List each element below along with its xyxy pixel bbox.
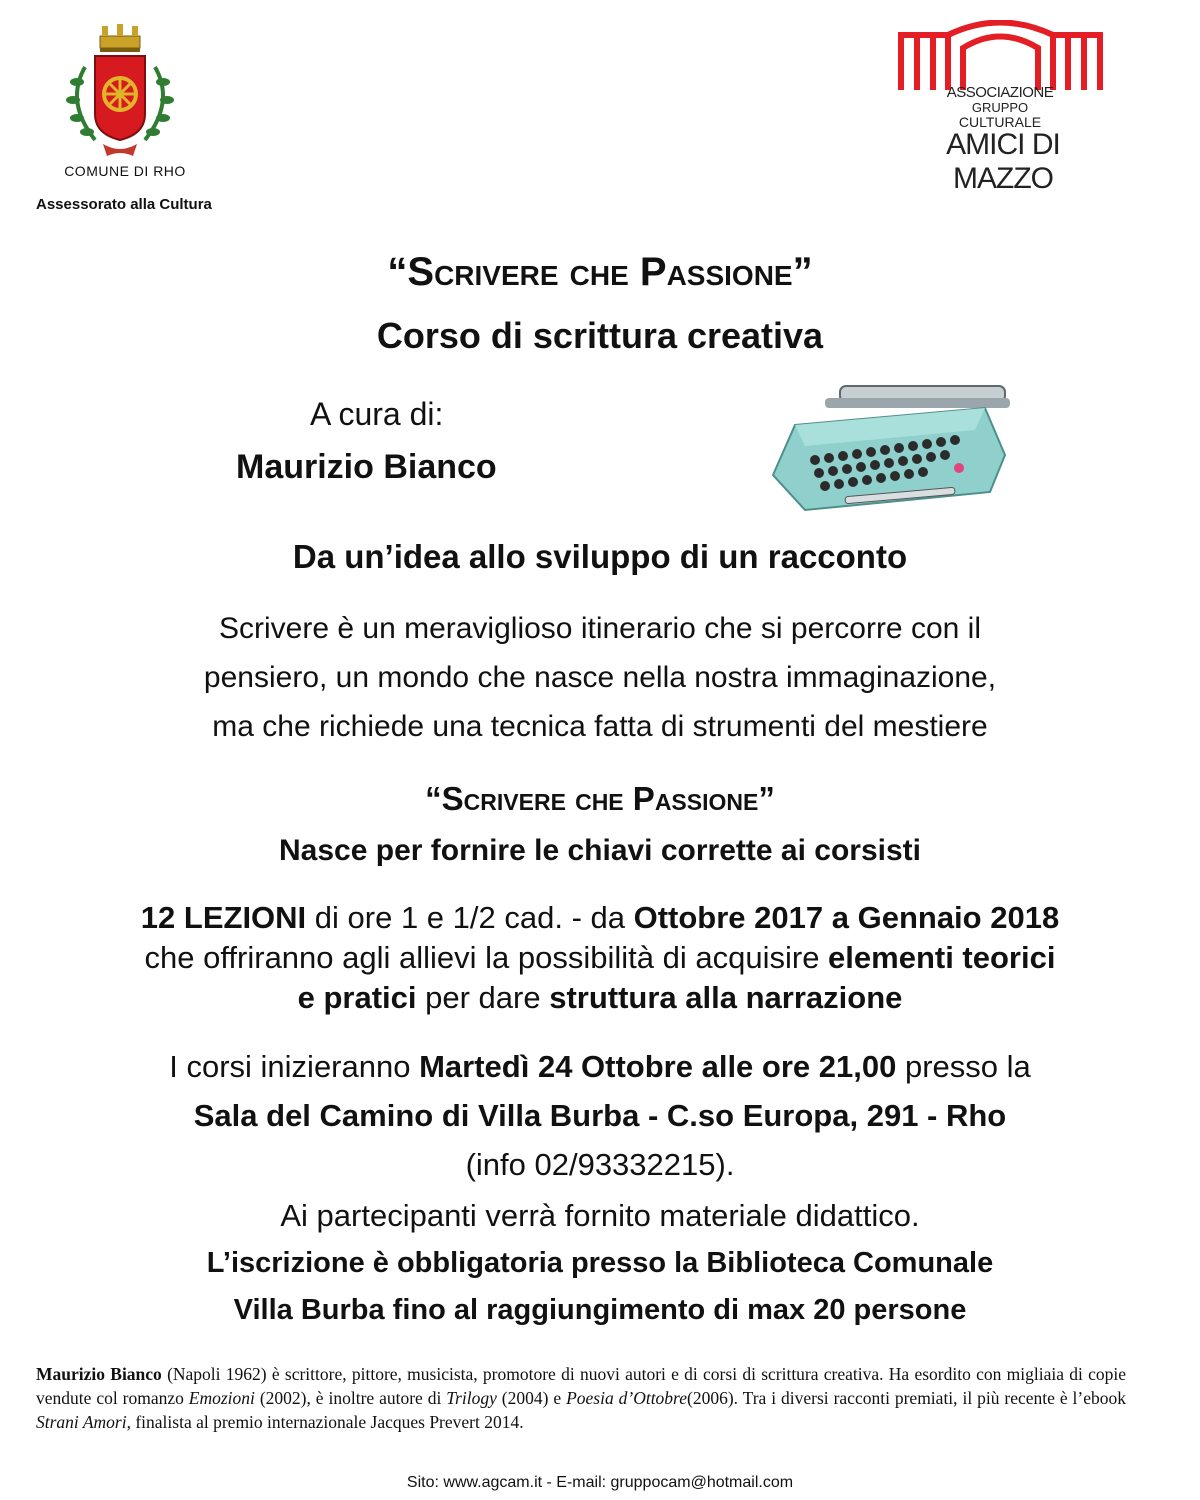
bio-name: Maurizio Bianco (36, 1364, 162, 1384)
intro-line: Scrivere è un meraviglioso itinerario che si percorre con il (219, 612, 981, 645)
bio-title: Trilogy (446, 1388, 497, 1408)
lessons-line (0, 940, 1200, 976)
materials-note: Ai partecipanti verrà fornito materiale didattico. (280, 1198, 920, 1233)
lessons-period: Ottobre 2017 a Gennaio 2018 (633, 900, 1060, 935)
lessons-line (0, 900, 1200, 936)
assessorato-label: Assessorato alla Cultura (36, 196, 212, 213)
start-text: I corsi inizieranno (169, 1049, 420, 1084)
author-name: Maurizio Bianco (236, 448, 497, 486)
course-purpose: Nasce per fornire le chiavi corrette ai corsisti (279, 834, 921, 867)
bio-text: (Napoli 1962) è scrittore, pittore, musicista, promotore di nuovi autori e di corsi di scrittura creativa. Ha esordito con migliaia di copie vendute col romanzo (36, 1364, 1126, 1408)
registration-note: L’iscrizione è obbligatoria presso la Biblioteca Comunale (206, 1247, 994, 1279)
bio-text: , finalista al premio internazionale Jacques Prevert 2014. (126, 1412, 524, 1432)
footer-contacts: Sito: www.agcam.it - E-mail: gruppocam@hotmail.com (406, 1474, 794, 1491)
lessons-highlight: e pratici (297, 980, 417, 1015)
course-title-repeat: “Scrivere che Passione” (425, 780, 775, 817)
start-date-line (0, 1049, 1200, 1085)
logo-text-amici-di-mazzo: AMICI DI MAZZO (946, 128, 1060, 195)
lessons-text: per dare (416, 980, 550, 1015)
start-text: presso la (896, 1049, 1031, 1084)
bio-text: (2002), è inoltre autore di (254, 1388, 447, 1408)
author-bio (36, 1362, 1126, 1434)
bio-text: (2006). Tra i diversi racconti premiati, il più recente è l’ebook (687, 1388, 1126, 1408)
bio-title: Emozioni (188, 1388, 255, 1408)
logo-text-culturale: CULTURALE (958, 114, 1042, 130)
lessons-count: 12 LEZIONI (140, 900, 307, 935)
intro-line: ma che richiede una tecnica fatta di strumenti del mestiere (212, 710, 988, 743)
bio-text: (2004) e (496, 1388, 567, 1408)
lessons-highlight: elementi teorici (828, 940, 1056, 975)
course-subtitle: Corso di scrittura creativa (376, 315, 824, 356)
typewriter-icon (765, 380, 1015, 520)
comune-name: COMUNE DI RHO (64, 163, 186, 179)
start-date: Martedì 24 Ottobre alle ore 21,00 (419, 1049, 897, 1084)
lessons-text: di ore 1 e 1/2 cad. - da (306, 900, 634, 935)
intro-line: pensiero, un mondo che nasce nella nostra immaginazione, (203, 661, 997, 694)
bio-title: Strani Amori (36, 1412, 127, 1432)
bio-title: Poesia d’Ottobre (566, 1388, 687, 1408)
venue: Sala del Camino di Villa Burba - C.so Europa, 291 - Rho (193, 1098, 1007, 1133)
info-phone: (info 02/93332215). (465, 1147, 735, 1182)
lessons-text: che offriranno agli allievi la possibilità di acquisire (144, 940, 829, 975)
registration-note: Villa Burba fino al raggiungimento di max 20 persone (233, 1294, 967, 1326)
course-title: “Scrivere che Passione” (387, 250, 813, 294)
comune-crest-icon (55, 22, 185, 162)
lessons-line (0, 980, 1200, 1016)
section-heading: Da un’idea allo sviluppo di un racconto (292, 538, 908, 575)
a-cura-di-label: A cura di: (310, 396, 444, 432)
lessons-highlight: struttura alla narrazione (549, 980, 903, 1015)
logo-text-gruppo: GRUPPO (971, 100, 1029, 115)
logo-text-associazione: ASSOCIAZIONE (946, 84, 1054, 101)
